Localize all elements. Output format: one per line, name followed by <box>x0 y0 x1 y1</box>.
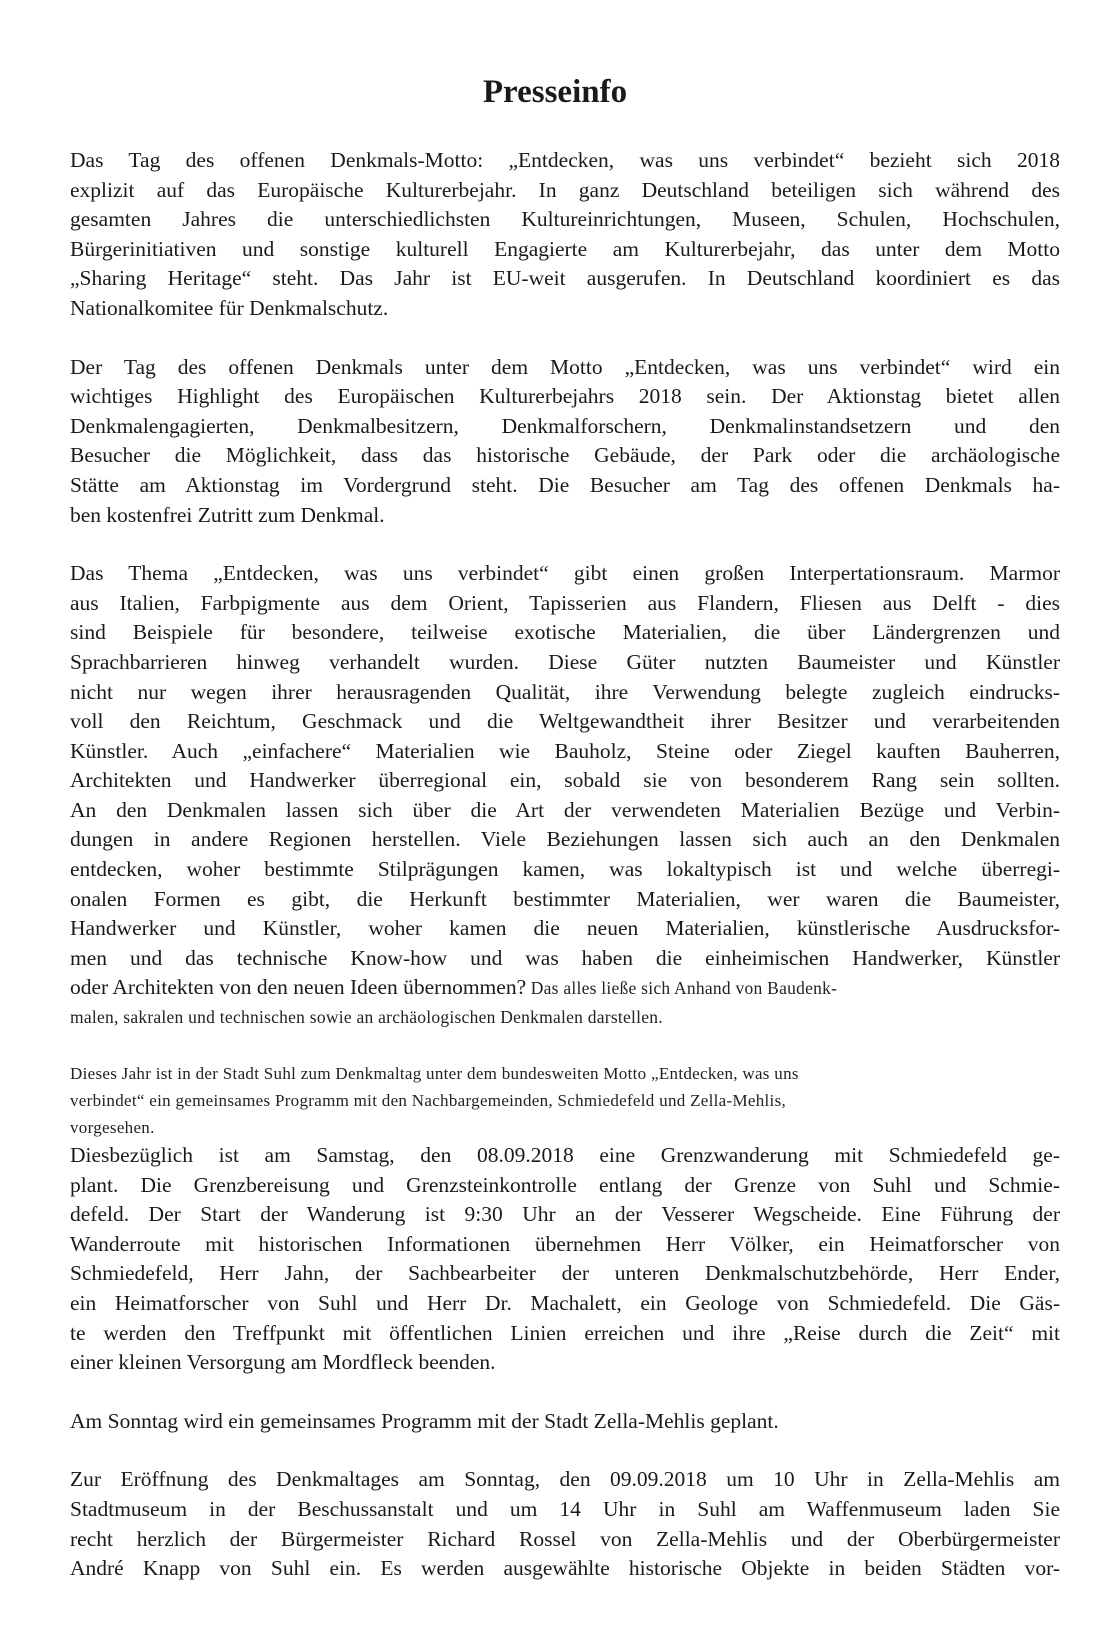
text-line: explizit auf das Europäische Kulturerbejahr. In ganz Deutschland beteiligen sich während des <box>70 177 1060 202</box>
paragraph-3 <box>70 559 1060 1031</box>
text-line: Der Tag des offenen Denkmals unter dem Motto „Entdecken, was uns verbindet“ wird ein <box>70 354 1060 379</box>
text-line: sind Beispiele für besondere, teilweise exotische Materialien, die über Ländergrenzen und <box>70 620 1060 645</box>
small-text-segment: Das alles ließe sich Anhand von Baudenk- <box>526 978 838 999</box>
text-line: defeld. Der Start der Wanderung ist 9:30 Uhr an der Vesserer Wegscheide. Eine Führung der <box>70 1202 1060 1227</box>
text-line: einer kleinen Versorgung am Mordfleck beenden. <box>70 1350 496 1375</box>
text-line: Stadtmuseum in der Beschussanstalt und um 14 Uhr in Suhl am Waffenmuseum laden Sie <box>70 1496 1060 1521</box>
text-line: te werden den Treffpunkt mit öffentlichen Linien erreichen und ihre „Reise durch die Zeit“ mit <box>70 1320 1060 1345</box>
text-line: Architekten und Handwerker überregional ein, sobald sie von besonderem Rang sein sollten. <box>70 768 1060 793</box>
text-line: Wanderroute mit historischen Informationen übernehmen Herr Völker, ein Heimatforscher von <box>70 1231 1060 1256</box>
text-line: An den Denkmalen lassen sich über die Art der verwendeten Materialien Bezüge und Verbin- <box>70 797 1060 822</box>
text-line: „Sharing Heritage“ steht. Das Jahr ist EU-weit ausgerufen. In Deutschland koordiniert es das <box>70 266 1060 291</box>
small-text-line: Dieses Jahr ist in der Stadt Suhl zum Denkmaltag unter dem bundesweiten Motto „Entdecken, was uns <box>70 1064 799 1084</box>
text-line: entdecken, woher bestimmte Stilprägungen kamen, was lokaltypisch ist und welche überregi- <box>70 857 1060 882</box>
text-line: Am Sonntag wird ein gemeinsames Programm mit der Stadt Zella-Mehlis geplant. <box>70 1408 779 1433</box>
text-line: ben kostenfrei Zutritt zum Denkmal. <box>70 502 385 527</box>
text-line: Besucher die Möglichkeit, dass das historische Gebäude, der Park oder die archäologische <box>70 443 1060 468</box>
page-title: Presseinfo <box>482 74 628 110</box>
text-segment: oder Architekten von den neuen Ideen übernommen? <box>70 975 527 1000</box>
text-line: André Knapp von Suhl ein. Es werden ausgewählte historische Objekte in beiden Städten vor- <box>70 1556 1060 1581</box>
paragraph-2 <box>70 353 1060 531</box>
text-line: Stätte am Aktionstag im Vordergrund steht. Die Besucher am Tag des offenen Denkmals ha- <box>70 472 1060 497</box>
text-line: recht herzlich der Bürgermeister Richard Rossel von Zella-Mehlis und der Oberbürgermeister <box>70 1526 1060 1551</box>
text-line: Zur Eröffnung des Denkmaltages am Sonntag, den 09.09.2018 um 10 Uhr in Zella-Mehlis am <box>70 1467 1060 1492</box>
text-line: Nationalkomitee für Denkmalschutz. <box>70 295 389 320</box>
paragraph-5 <box>70 1407 1060 1437</box>
small-text-line: vorgesehen. <box>70 1118 155 1138</box>
text-line: aus Italien, Farbpigmente aus dem Orient, Tapisserien aus Flandern, Fliesen aus Delft - dies <box>70 590 1060 615</box>
text-line: Künstler. Auch „einfachere“ Materialien wie Bauholz, Steine oder Ziegel kauften Bauherren, <box>70 738 1060 763</box>
text-line: ein Heimatforscher von Suhl und Herr Dr. Machalett, ein Geologe von Schmiedefeld. Die Gäs- <box>70 1291 1060 1315</box>
paragraph-4 <box>70 1060 1060 1378</box>
text-line: men und das technische Know-how und was haben die einheimischen Handwerker, Künstler <box>70 945 1060 970</box>
text-line: onalen Formen es gibt, die Herkunft bestimmter Materialien, wer waren die Baumeister, <box>70 886 1060 911</box>
text-line: voll den Reichtum, Geschmack und die Weltgewandtheit ihrer Besitzer und verarbeitenden <box>70 709 1060 734</box>
text-line: Denkmalengagierten, Denkmalbesitzern, Denkmalforschern, Denkmalinstandsetzern und den <box>70 413 1060 438</box>
text-line: Diesbezüglich ist am Samstag, den 08.09.2018 eine Grenzwanderung mit Schmiedefeld ge- <box>70 1143 1060 1168</box>
text-line: Bürgerinitiativen und sonstige kulturell Engagierte am Kulturerbejahr, das unter dem Motto <box>70 236 1060 261</box>
text-line: wichtiges Highlight des Europäischen Kulturerbejahrs 2018 sein. Der Aktionstag bietet allen <box>70 384 1060 409</box>
mixed-text-line <box>70 973 1060 1003</box>
small-text-line: malen, sakralen und technischen sowie an archäologischen Denkmalen darstellen. <box>70 1007 663 1028</box>
text-line: Das Thema „Entdecken, was uns verbindet“ gibt einen großen Interpertationsraum. Marmor <box>70 561 1060 586</box>
text-line: Schmiedefeld, Herr Jahn, der Sachbearbeiter der unteren Denkmalschutzbehörde, Herr Ender, <box>70 1261 1060 1286</box>
text-line: gesamten Jahres die unterschiedlichsten Kultureinrichtungen, Museen, Schulen, Hochschulen, <box>70 207 1060 232</box>
text-line: nicht nur wegen ihrer herausragenden Qualität, ihre Verwendung belegte zugleich eindrucks- <box>70 679 1060 704</box>
paragraph-6 <box>70 1465 1060 1583</box>
text-line: Handwerker und Künstler, woher kamen die neuen Materialien, künstlerische Ausdrucksfor- <box>70 916 1060 941</box>
paragraph-1 <box>70 146 1060 324</box>
text-line: plant. Die Grenzbereisung und Grenzsteinkontrolle entlang der Grenze von Suhl und Schmie- <box>70 1172 1060 1197</box>
document-body <box>70 146 1060 1584</box>
text-line: Das Tag des offenen Denkmals-Motto: „Entdecken, was uns verbindet“ bezieht sich 2018 <box>70 148 1060 172</box>
text-line: Sprachbarrieren hinweg verhandelt wurden. Diese Güter nutzten Baumeister und Künstler <box>70 649 1060 674</box>
text-line: dungen in andere Regionen herstellen. Viele Beziehungen lassen sich auch an den Denkmalen <box>70 827 1060 852</box>
small-text-line: verbindet“ ein gemeinsames Programm mit den Nachbargemeinden, Schmiedefeld und Zella-Mehlis, <box>70 1091 787 1111</box>
